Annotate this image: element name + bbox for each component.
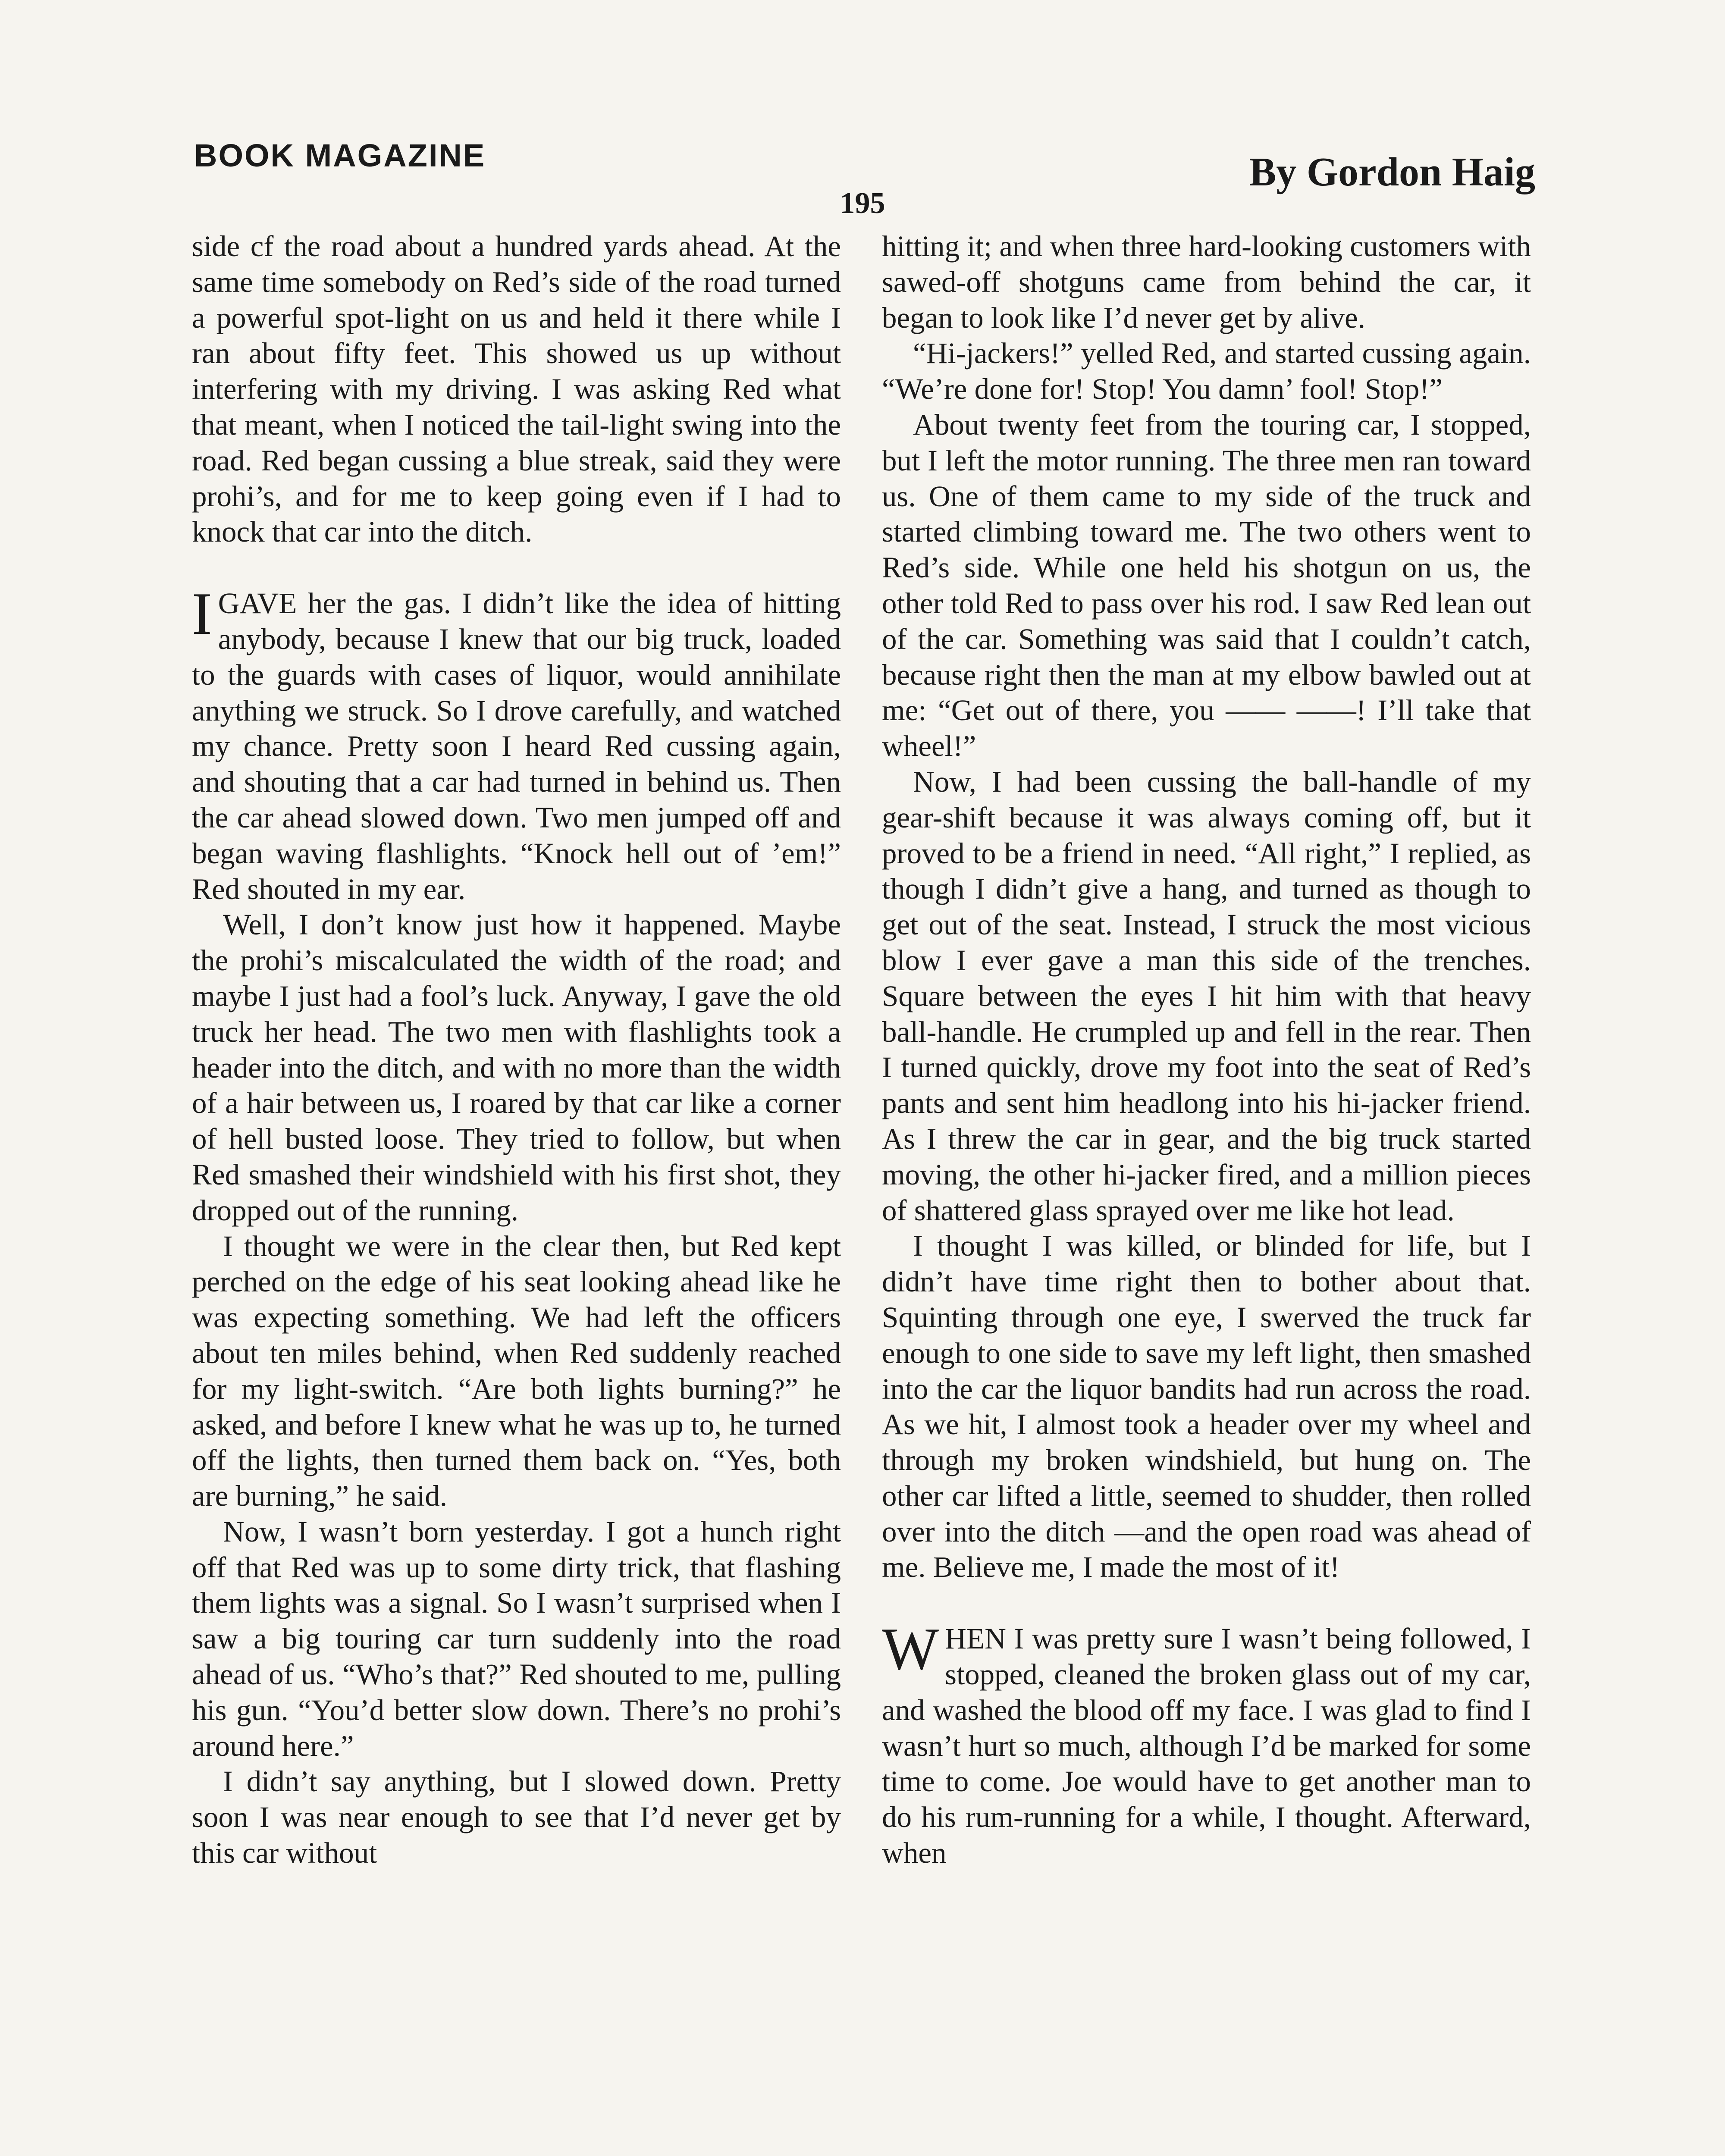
magazine-title: BOOK MAGAZINE bbox=[194, 138, 486, 173]
drop-cap: W bbox=[882, 1616, 939, 1683]
drop-cap: I bbox=[192, 580, 212, 648]
page-number: 195 bbox=[840, 187, 885, 220]
paragraph: I didn’t say anything, but I slowed down. Pretty soon I was near enough to see that I’d never get by this car without bbox=[192, 1765, 841, 1870]
paragraph-text: HEN I was pretty sure I wasn’t being followed, I stopped, cleaned the broken glass out of my car, and washed the blood off my face. I was glad to find I wasn’t hurt so much, although I’d be marked for some time to come. Joe would have to get another man to do his rum-running for a while, I thought. Afterward, when bbox=[882, 1622, 1531, 1870]
paragraph: About twenty feet from the touring car, I stopped, but I left the motor running. The three men ran toward us. One of them came to my side of the truck and started climbing toward me. The two others went to Red’s side. While one held his shotgun on us, the other told Red to pass over his rod. I saw Red lean out of the car. Something was said that I couldn’t catch, because right then the man at my elbow bawled out at me: “Get out of there, you —— ——! I’ll take that wheel!” bbox=[882, 408, 1531, 763]
author-byline: By Gordon Haig bbox=[1249, 150, 1535, 194]
paragraph-dropcap bbox=[882, 1616, 1531, 1871]
paragraph: hitting it; and when three hard-looking customers with sawed-off shotguns came from behind the car, it began to look like I’d never get by alive. bbox=[882, 230, 1531, 334]
right-column bbox=[882, 229, 1531, 2156]
paragraph: Well, I don’t know just how it happened. Maybe the prohi’s miscalculated the width of the road; and maybe I just had a fool’s luck. Anyway, I gave the old truck her head. The two men with flashlights took a header into the ditch, and with no more than the width of a hair between us, I roared by that car like a corner of hell busted loose. They tried to follow, but when Red smashed their windshield with his first shot, they dropped out of the running. bbox=[192, 908, 841, 1227]
paragraph: Now, I had been cussing the ball-handle of my gear-shift because it was always coming off, but it proved to be a friend in need. “All right,” I replied, as though I didn’t give a hang, and turned as though to get out of the seat. Instead, I struck the most vicious blow I ever gave a man this side of the trenches. Square between the eyes I hit him with that heavy ball-handle. He crumpled up and fell in the rear. Then I turned quickly, drove my foot into the seat of Red’s pants and sent him headlong into his hi-jacker friend. As I threw the car in gear, and the big truck started moving, the other hi-jacker fired, and a million pieces of shattered glass sprayed over me like hot lead. bbox=[882, 765, 1531, 1227]
paragraph-dropcap bbox=[192, 580, 841, 907]
paragraph: side cf the road about a hundred yards ahead. At the same time somebody on Red’s side of the road turned a powerful spot-light on us and held it there while I ran about fifty feet. This showed us up without interfering with my driving. I was asking Red what that meant, when I noticed the tail-light swing into the road. Red began cussing a blue streak, said they were prohi’s, and for me to keep going even if I had to knock that car into the ditch. bbox=[192, 230, 841, 548]
paragraph: I thought we were in the clear then, but Red kept perched on the edge of his seat looking ahead like he was expecting something. We had left the officers about ten miles behind, when Red suddenly reached for my light-switch. “Are both lights burning?” he asked, and before I knew what he was up to, he turned off the lights, then turned them back on. “Yes, both are burning,” he said. bbox=[192, 1229, 841, 1513]
paragraph: I thought I was killed, or blinded for life, but I didn’t have time right then to bother about that. Squinting through one eye, I swerved the truck far enough to one side to save my left light, then smashed into the car the liquor bandits had run across the road. As we hit, I almost took a header over my wheel and through my broken windshield, but hung on. The other car lifted a little, seemed to shudder, then rolled over into the ditch —and the open road was ahead of me. Believe me, I made the most of it! bbox=[882, 1229, 1531, 1584]
left-column bbox=[192, 229, 841, 2156]
paragraph-text: GAVE her the gas. I didn’t like the idea of hitting anybody, because I knew that our big truck, loaded to the guards with cases of liquor, would annihilate anything we struck. So I drove carefully, and watched my chance. Pretty soon I heard Red cussing again, and shouting that a car had turned in behind us. Then the car ahead slowed down. Two men jumped off and began waving flashlights. “Knock hell out of ’em!” Red shouted in my ear. bbox=[192, 587, 841, 906]
paragraph: Now, I wasn’t born yesterday. I got a hunch right off that Red was up to some dirty trick, that flashing them lights was a signal. So I wasn’t surprised when I saw a big touring car turn suddenly into the road ahead of us. “Who’s that?” Red shouted to me, pulling his gun. “You’d better slow down. There’s no prohi’s around here.” bbox=[192, 1515, 841, 1762]
paragraph: “Hi-jackers!” yelled Red, and started cussing again. “We’re done for! Stop! You damn’ fool! Stop!” bbox=[882, 337, 1531, 406]
